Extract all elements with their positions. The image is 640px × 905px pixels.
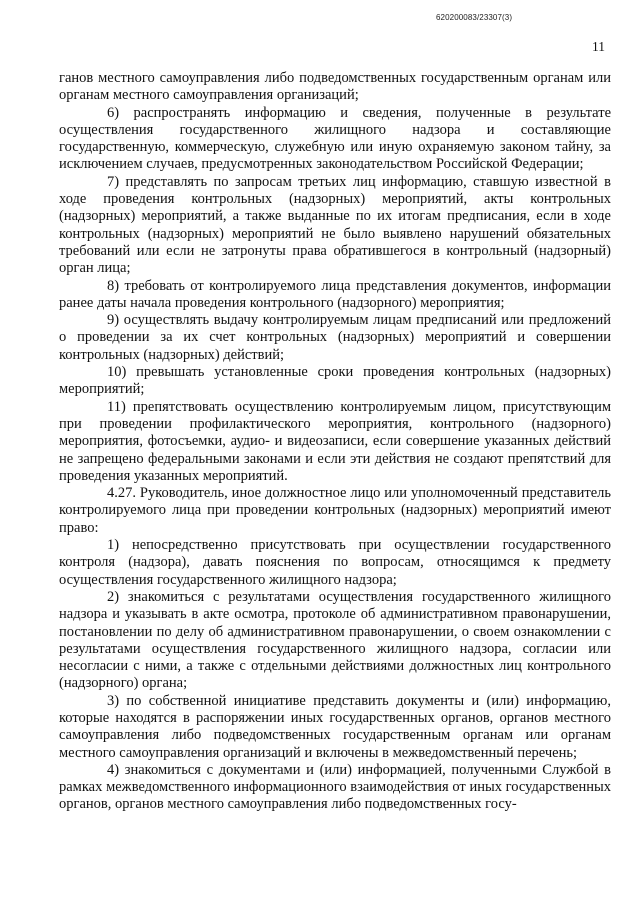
page-number: 11 <box>592 39 605 54</box>
document-body <box>59 70 611 814</box>
paragraph-item-11: 11) препятствовать осуществлению контролируемым лицом, присутствующим при проведении профилактического мероприятия, контрольного (надзорного) мероприятия, фотосъемки, аудио- и видеозаписи, если совершение указанных действий не запрещено федеральными законами и если эти действия не создают препятствий для проведения указанных мероприятий. <box>59 398 611 484</box>
paragraph-item-6: 6) распространять информацию и сведения, полученные в результате осуществления государственного жилищного надзора и составляющие государственную, коммерческую, служебную или иную охраняемую законом тайну, за исключением случаев, предусмотренных законодательством Российской Федерации; <box>59 104 611 173</box>
paragraph-right-2: 2) знакомиться с результатами осуществления государственного жилищного надзора и указывать в акте осмотра, протоколе об административном правонарушении, постановлении по делу об административном правонарушении, о своем ознакомлении с результатами осуществления государственного жилищного надзора, согласии или несогласии с ними, а также с отдельными действиями должностных лиц контрольного (надзорного) органа; <box>59 588 611 692</box>
paragraph-item-8: 8) требовать от контролируемого лица представления документов, информации ранее даты начала проведения контрольного (надзорного) мероприятия; <box>59 277 611 311</box>
paragraph-right-4: 4) знакомиться с документами и (или) информацией, полученными Службой в рамках межведомственного информационного взаимодействия от иных государственных органов, органов местного самоуправления либо подведомственных госу- <box>59 761 611 813</box>
paragraph-item-10: 10) превышать установленные сроки проведения контрольных (надзорных) мероприятий; <box>59 364 611 398</box>
paragraph-right-1: 1) непосредственно присутствовать при осуществлении государственного контроля (надзора), давать пояснения по вопросам, относящимся к предмету осуществления государственного жилищного надзора; <box>59 537 611 588</box>
paragraph-item-9: 9) осуществлять выдачу контролируемым лицам предписаний или предложений о проведении за их счет контрольных (надзорных) мероприятий и совершении контрольных (надзорных) действий; <box>59 312 611 363</box>
document-code: 620200083/23307(3) <box>436 13 513 22</box>
paragraph-item-7: 7) представлять по запросам третьих лиц информацию, ставшую известной в ходе проведения контрольных (надзорных) мероприятий, акты контрольных (надзорных) мероприятий, а также выданные по их итогам предписания, если в ходе контрольных (надзорных) мероприятий не было выявлено нарушений обязательных требований или если не затронуты права обратившегося в контрольный (надзорный) орган лица; <box>59 173 611 277</box>
paragraph-right-3: 3) по собственной инициативе представить документы и (или) информацию, которые находятся в распоряжении иных государственных органов, органов местного самоуправления либо подведомственных государственным органам или органам местного самоуправления организаций и включены в межведомственный перечень; <box>59 692 611 761</box>
paragraph-section-4-27: 4.27. Руководитель, иное должностное лицо или уполномоченный представитель контролируемого лица при проведении контрольных (надзорных) мероприятий имеют право: <box>59 485 611 536</box>
paragraph-continuation: ганов местного самоуправления либо подведомственных государственным органам или органам местного самоуправления организаций; <box>59 70 611 104</box>
